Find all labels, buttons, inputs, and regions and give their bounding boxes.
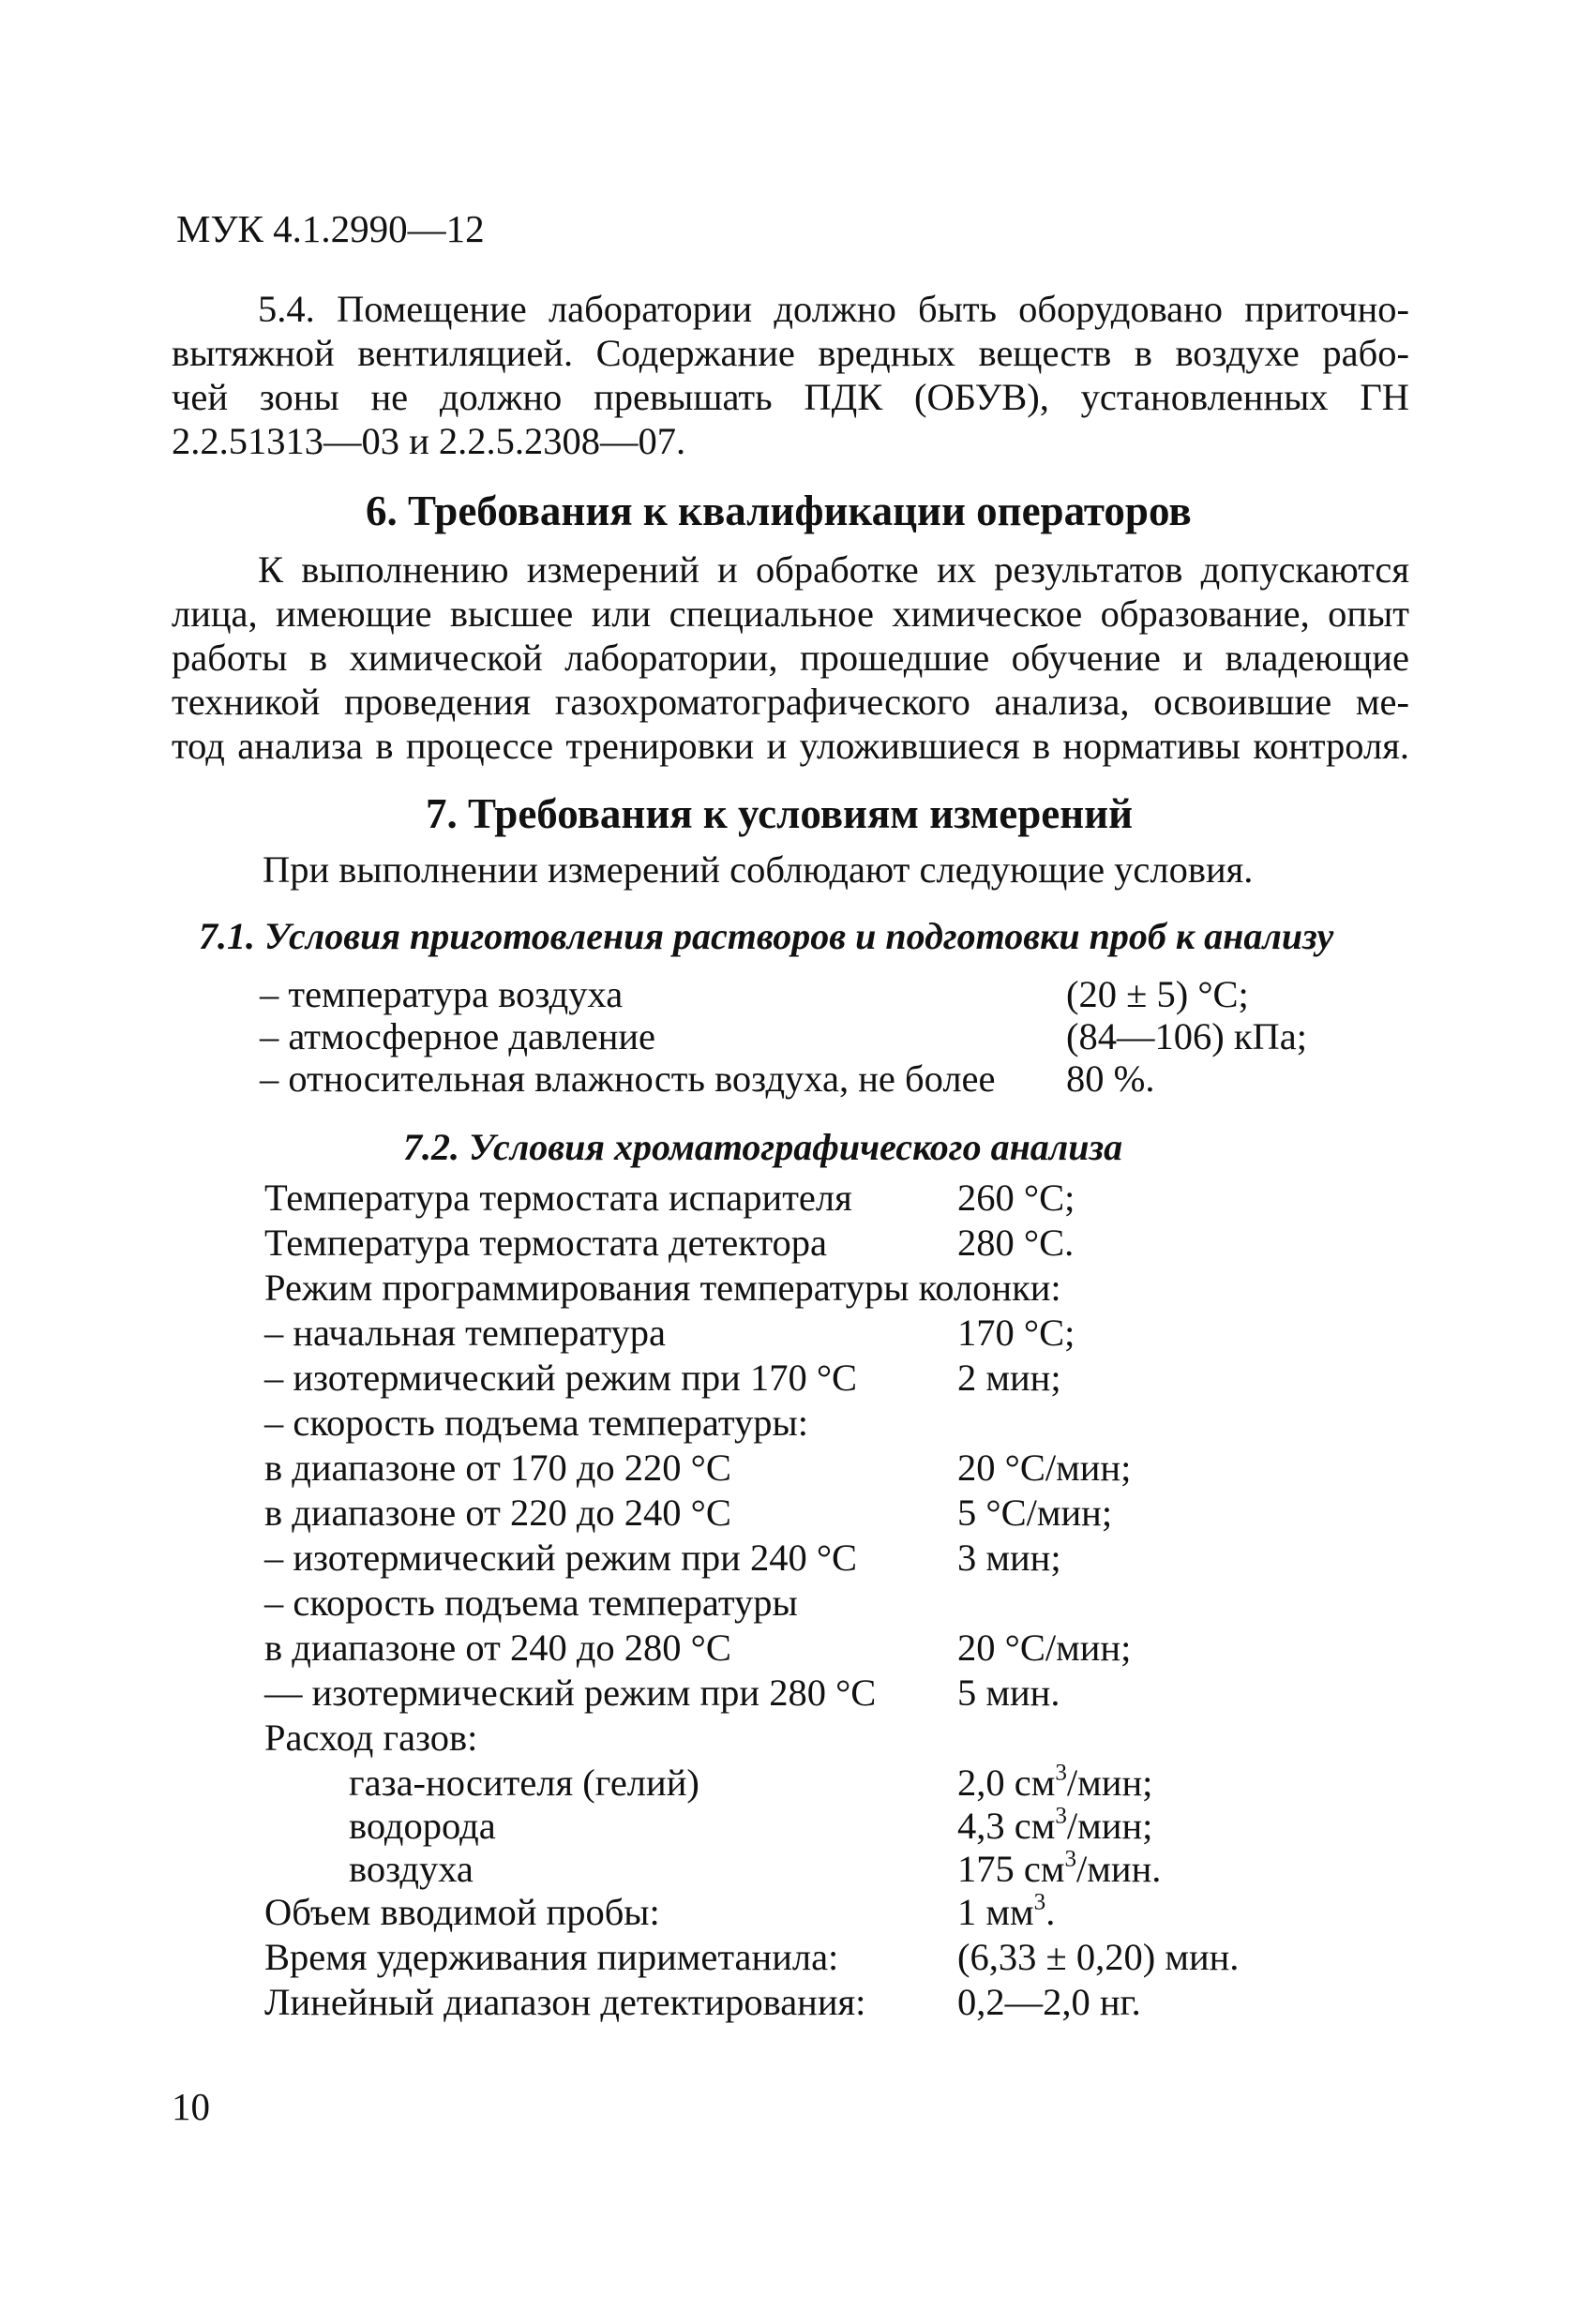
condition-label: – относительная влажность воздуха, не более (260, 1057, 996, 1100)
gas-label: водорода (349, 1805, 496, 1847)
text-line: вытяжной вентиляцией. Содержание вредных веществ в воздухе рабо- (172, 332, 1409, 374)
param-value: 20 °С/мин; (957, 1627, 1132, 1669)
param-value: 5 °С/мин; (957, 1492, 1113, 1534)
text-line: чей зоны не должно превышать ПДК (ОБУВ), установленных ГН (172, 376, 1409, 418)
document-header: МУК 4.1.2990—12 (176, 207, 485, 250)
param-label: в диапазоне от 170 до 220 °С (264, 1447, 731, 1489)
param-label: – скорость подъема температуры (264, 1582, 798, 1624)
text-line: работы в химической лаборатории, прошедшие обучение и владеющие (172, 637, 1409, 679)
param-value: 2 мин; (957, 1357, 1061, 1399)
text-line: тод анализа в процессе тренировки и уложившиеся в нормативы контроля. (172, 725, 1409, 767)
param-value: 1 $мм^3$. (957, 1889, 1056, 1933)
text-line: техникой проведения газохроматографического анализа, освоившие ме- (172, 681, 1409, 723)
param-label: — изотермический режим при 280 °С (264, 1672, 877, 1714)
param-value: 5 мин. (957, 1672, 1060, 1714)
subsection-7-2-title: 7.2. Условия хроматографического анализа (403, 1126, 1123, 1168)
section-6-title: 6. Требования к квалификации операторов (366, 487, 1192, 534)
paragraph-5-4 (172, 287, 1409, 463)
param-label: Объем вводимой пробы: (264, 1891, 660, 1933)
gas-value: 4,3 $см^3$/мин; (957, 1803, 1153, 1847)
text-line: лица, имеющие высшее или специальное химическое образование, опыт (172, 592, 1409, 635)
param-value: 20 °С/мин; (957, 1447, 1132, 1489)
condition-value: 80 %. (1066, 1057, 1155, 1100)
param-label: Время удерживания пириметанила: (264, 1936, 839, 1978)
page-number: 10 (172, 2085, 210, 2128)
param-value: 3 мин; (957, 1537, 1061, 1579)
param-label: – начальная температура (264, 1312, 666, 1354)
param-label: Температура термостата испарителя (264, 1177, 852, 1219)
param-value: (6,33 ± 0,20) мин. (957, 1936, 1240, 1978)
gas-value: 2,0 $см^3$/мин; (957, 1760, 1153, 1804)
condition-label: – температура воздуха (260, 973, 624, 1015)
param-label: Температура термостата детектора (264, 1222, 828, 1264)
param-label: – изотермический режим при 240 °С (264, 1537, 858, 1579)
paragraph-6 (172, 547, 1409, 768)
param-value: 260 °С; (957, 1177, 1075, 1219)
param-label: – изотермический режим при 170 °С (264, 1357, 858, 1399)
param-label: в диапазоне от 240 до 280 °С (264, 1627, 731, 1669)
subsection-7-1-title: 7.1. Условия приготовления растворов и подготовки проб к анализу (199, 915, 1334, 957)
condition-value: (20 ± 5) °С; (1066, 973, 1249, 1015)
condition-value: (84—106) кПа; (1066, 1015, 1308, 1057)
gas-label: газа-носителя (гелий) (349, 1762, 699, 1804)
text-line: 5.4. Помещение лаборатории должно быть оборудовано приточно- (258, 288, 1409, 330)
param-label: Режим программирования температуры колонки: (264, 1267, 1061, 1309)
condition-label: – атмосферное давление (260, 1015, 656, 1057)
section-7-title: 7. Требования к условиям измерений (426, 790, 1133, 837)
param-value: 280 °С. (957, 1222, 1075, 1264)
text-line: 2.2.51313—03 и 2.2.5.2308—07. (172, 420, 686, 462)
param-value: 170 °С; (957, 1312, 1075, 1354)
gas-value: 175 $см^3$/мин. (957, 1846, 1162, 1890)
param-label: в диапазоне от 220 до 240 °С (264, 1492, 731, 1534)
text-line: К выполнению измерений и обработке их результатов допускаются (258, 548, 1409, 591)
section-7-intro: При выполнении измерений соблюдают следующие условия. (263, 848, 1254, 891)
param-label: Линейный диапазон детектирования: (264, 1981, 866, 2023)
param-label: – скорость подъема температуры: (264, 1402, 808, 1444)
param-value: 0,2—2,0 нг. (957, 1981, 1141, 2023)
gas-label: воздуха (349, 1848, 474, 1890)
param-label: Расход газов: (264, 1717, 478, 1759)
